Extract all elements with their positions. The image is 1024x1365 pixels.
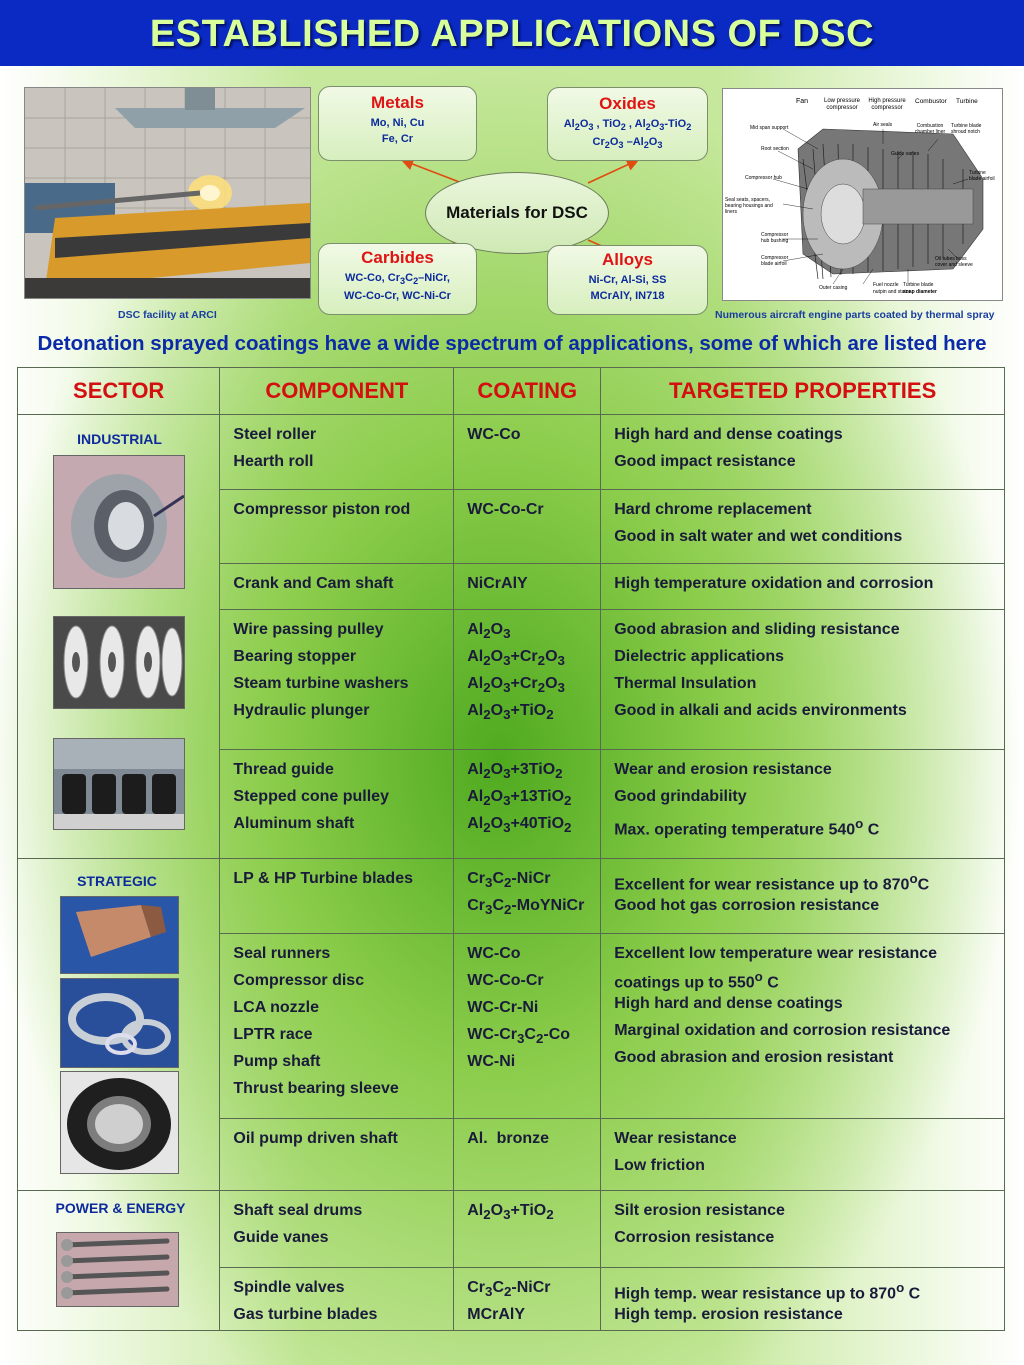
properties-cell: [601, 415, 1005, 490]
table-row: [18, 859, 1005, 934]
oxides-box: [547, 87, 708, 161]
coating-cell: [454, 1119, 601, 1191]
table-row: [18, 415, 1005, 490]
coating-item: MCrAlY: [467, 1306, 526, 1323]
engine-label-fan: Fan: [796, 98, 809, 105]
subtitle: Detonation sprayed coatings have a wide spectrum of applications, some of which are listed here: [37, 332, 987, 355]
carbides-line: WC-Co-Cr, WC-Ni-Cr: [344, 290, 451, 303]
coating-item: WC-Co-Cr: [467, 501, 544, 518]
engine-label-fuel-nozzle: Fuel nozzle: [873, 282, 899, 288]
property-item: Excellent for wear resistance up to 870$^o$C: [614, 871, 930, 894]
component-item: LP & HP Turbine blades: [233, 870, 413, 887]
coating-item: NiCrAlY: [467, 575, 528, 592]
coating-item: WC-Co-Cr: [467, 972, 544, 989]
metals-box: [318, 86, 477, 161]
engine-label-root-section: Root section: [761, 146, 789, 152]
engine-label-mid-span: Mid span support: [750, 125, 789, 131]
coating-item: $Al_2O_3+40TiO_2$: [467, 815, 572, 836]
component-item: Pump shaft: [233, 1053, 321, 1070]
strategic-photo-blade: [60, 896, 179, 974]
component-cell: [220, 415, 454, 490]
component-item: Guide vanes: [233, 1229, 329, 1246]
component-item: Shaft seal drums: [233, 1202, 363, 1219]
coating-cell: [454, 610, 601, 750]
component-item: Steam turbine washers: [233, 675, 409, 692]
coating-item: $Al_2O_3+13TiO_2$: [467, 788, 572, 809]
property-item: Good hot gas corrosion resistance: [614, 897, 880, 914]
property-item: Excellent low temperature wear resistance: [614, 945, 938, 962]
facility-caption: DSC facility at ARCI: [118, 309, 217, 321]
property-item: Good abrasion and erosion resistant: [614, 1049, 894, 1066]
sector-industrial: [18, 415, 220, 859]
metals-line: Mo, Ni, Cu: [370, 117, 425, 129]
component-item: Seal runners: [233, 945, 331, 962]
alloys-heading: Alloys: [601, 250, 654, 269]
coating-cell: [454, 934, 601, 1119]
component-cell: [220, 1191, 454, 1268]
industrial-photo-guides: [53, 738, 185, 830]
engine-caption: Numerous aircraft engine parts coated by thermal spray: [715, 309, 995, 321]
table-row: [18, 1191, 1005, 1268]
power-photo-valves: [56, 1232, 179, 1307]
component-item: Stepped cone pulley: [233, 788, 389, 805]
strategic-photo-disc: [60, 1071, 179, 1174]
component-cell: [220, 934, 454, 1119]
component-item: Bearing stopper: [233, 648, 357, 665]
component-item: Spindle valves: [233, 1279, 345, 1296]
strategic-photo-rings: [60, 978, 179, 1068]
property-item: Low friction: [614, 1157, 705, 1174]
metals-line: Fe, Cr: [381, 133, 414, 145]
properties-cell: [601, 1119, 1005, 1191]
property-item: Max. operating temperature 540$^o$ C: [614, 816, 880, 839]
coating-cell: [454, 490, 601, 564]
table-header-row: [18, 368, 1005, 415]
properties-cell: [601, 610, 1005, 750]
property-item: Good grindability: [614, 788, 747, 805]
property-item: Corrosion resistance: [614, 1229, 775, 1246]
engine-label-comp-airfoil: Compressor blade airfoil: [761, 255, 789, 267]
engine-diagram: [722, 88, 1003, 301]
property-item: Good in salt water and wet conditions: [614, 528, 903, 545]
component-cell: [220, 1268, 454, 1331]
coating-item: $Cr_3C_2$-NiCr: [467, 870, 551, 891]
component-item: LCA nozzle: [233, 999, 320, 1016]
property-item: High temp. wear resistance up to 870$^o$ C: [614, 1280, 921, 1303]
property-item: Good impact resistance: [614, 453, 796, 470]
materials-center: Materials for DSC: [425, 172, 609, 254]
coating-cell: [454, 859, 601, 934]
sector-power-energy: [18, 1191, 220, 1331]
component-item: Hydraulic plunger: [233, 702, 370, 719]
coating-cell: [454, 750, 601, 859]
sector-label: STRATEGIC: [77, 873, 157, 889]
property-item: High temp. erosion resistance: [614, 1306, 843, 1323]
carbides-line: WC-Co, $Cr_3C_2$–NiCr,: [345, 272, 450, 287]
carbides-box: [318, 243, 477, 315]
property-item: Dielectric applications: [614, 648, 785, 665]
coating-item: $Al_2O_3+Cr_2O_3$: [467, 675, 565, 696]
header-component: COMPONENT: [220, 368, 454, 415]
engine-label-combustor: Combustor: [915, 98, 947, 105]
component-item: Compressor piston rod: [233, 501, 411, 518]
alloys-box: [547, 245, 708, 315]
engine-label-oil-tubes: Oil tubes boss cover and sleeve: [935, 256, 973, 268]
component-cell: [220, 1119, 454, 1191]
coating-item: $Al_2O_3$: [467, 621, 511, 642]
header-sector: SECTOR: [18, 368, 220, 415]
property-item: Marginal oxidation and corrosion resistance: [614, 1022, 951, 1039]
header-properties: TARGETED PROPERTIES: [601, 368, 1005, 415]
property-item: Hard chrome replacement: [614, 501, 812, 518]
engine-label-air-seals: Air seals: [873, 122, 893, 128]
component-item: LPTR race: [233, 1026, 313, 1043]
component-item: Thread guide: [233, 761, 334, 778]
alloys-line: MCrAlY, IN718: [590, 290, 665, 302]
properties-cell: [601, 934, 1005, 1119]
component-cell: [220, 859, 454, 934]
property-item: Silt erosion resistance: [614, 1202, 785, 1219]
coating-item: $Al_2O_3+TiO_2$: [467, 1202, 554, 1223]
engine-label-turbine-blade: Turbine blade: [903, 282, 934, 288]
coating-item: WC-Ni: [467, 1053, 516, 1070]
engine-label-hpc: High pressure compressor: [868, 98, 906, 111]
component-item: Wire passing pulley: [233, 621, 384, 638]
properties-cell: [601, 490, 1005, 564]
property-item: High hard and dense coatings: [614, 426, 843, 443]
property-item: coatings up to 550$^o$ C: [614, 969, 779, 992]
engine-label-turbine: Turbine: [956, 98, 978, 105]
coating-item: $Cr_3C_2$-NiCr: [467, 1279, 551, 1300]
engine-label-blade-shroud: Turbine blade shroud notch: [951, 123, 982, 135]
industrial-photo-ring: [53, 455, 185, 589]
engine-label-seal-seats: Seal seats, spacers, bearing housings and liners: [725, 197, 773, 215]
coating-item: $Al_2O_3+Cr_2O_3$: [467, 648, 565, 669]
sector-label: POWER & ENERGY: [55, 1200, 186, 1216]
property-item: Wear and erosion resistance: [614, 761, 832, 778]
property-item: Wear resistance: [614, 1130, 737, 1147]
oxides-heading: Oxides: [599, 94, 656, 113]
engine-label-hub-bushing: Compressor hub bushing: [761, 232, 789, 244]
coating-item: WC-Cr-Ni: [467, 999, 539, 1016]
coating-item: $Cr_3C_2$-MoYNiCr: [467, 897, 585, 918]
coating-cell: [454, 415, 601, 490]
metals-heading: Metals: [371, 93, 424, 112]
engine-label-combustion-liner: Combustion chamber liner: [914, 123, 946, 135]
component-item: Oil pump driven shaft: [233, 1130, 398, 1147]
component-item: Hearth roll: [233, 453, 314, 470]
coating-item: $Al_2O_3+3TiO_2$: [467, 761, 563, 782]
component-item: Compressor disc: [233, 972, 365, 989]
property-item: Thermal Insulation: [614, 675, 757, 692]
properties-cell: [601, 859, 1005, 934]
component-cell: [220, 610, 454, 750]
coating-item: WC-Co: [467, 426, 521, 443]
coating-item: WC-Co: [467, 945, 521, 962]
properties-cell: [601, 750, 1005, 859]
component-item: Steel roller: [233, 426, 317, 443]
sector-strategic: [18, 859, 220, 1191]
properties-cell: [601, 564, 1005, 610]
engine-label-guide-vanes: Guide vanes: [891, 151, 920, 157]
coating-cell: [454, 1268, 601, 1331]
component-item: Aluminum shaft: [233, 815, 355, 832]
engine-label-snap-diameter: snap diameter: [903, 289, 937, 295]
component-cell: [220, 750, 454, 859]
coating-cell: [454, 564, 601, 610]
industrial-photo-pulleys: [53, 616, 185, 709]
component-item: Gas turbine blades: [233, 1306, 378, 1323]
property-item: High hard and dense coatings: [614, 995, 843, 1012]
component-cell: [220, 564, 454, 610]
applications-table: [17, 367, 1005, 1331]
engine-label-compressor-hub: Compressor hub: [745, 175, 782, 181]
sector-label: INDUSTRIAL: [77, 431, 162, 447]
property-item: High temperature oxidation and corrosion: [614, 575, 934, 592]
header-coating: COATING: [454, 368, 601, 415]
engine-label-lpc: Low pressure compressor: [823, 98, 861, 111]
coating-item: $Al_2O_3+TiO_2$: [467, 702, 554, 723]
component-item: Thrust bearing sleeve: [233, 1080, 399, 1097]
oxides-line: $Cr_2O_3$ $-Al_2O_3$: [592, 136, 663, 151]
alloys-line: Ni-Cr, Al-Si, SS: [588, 274, 667, 286]
carbides-heading: Carbides: [361, 248, 434, 267]
coating-cell: [454, 1191, 601, 1268]
oxides-line: $Al_2O_3$ , TiO$_2$ , $Al_2O_3-TiO_2$: [563, 118, 692, 133]
engine-label-outer-casing: Outer casing: [819, 285, 848, 291]
engine-label-blade-airfoil: Turbine blade airfoil: [969, 170, 995, 182]
properties-cell: [601, 1191, 1005, 1268]
property-item: Good abrasion and sliding resistance: [614, 621, 900, 638]
page-title: ESTABLISHED APPLICATIONS OF DSC: [149, 13, 875, 55]
coating-item: Al. bronze: [467, 1130, 550, 1147]
property-item: Good in alkali and acids environments: [614, 702, 907, 719]
component-cell: [220, 490, 454, 564]
component-item: Crank and Cam shaft: [233, 575, 394, 592]
properties-cell: [601, 1268, 1005, 1331]
engine-label-nutpin: nutpin and stator: [873, 289, 911, 295]
coating-item: $WC-Cr_3C_2-Co$: [467, 1026, 571, 1047]
